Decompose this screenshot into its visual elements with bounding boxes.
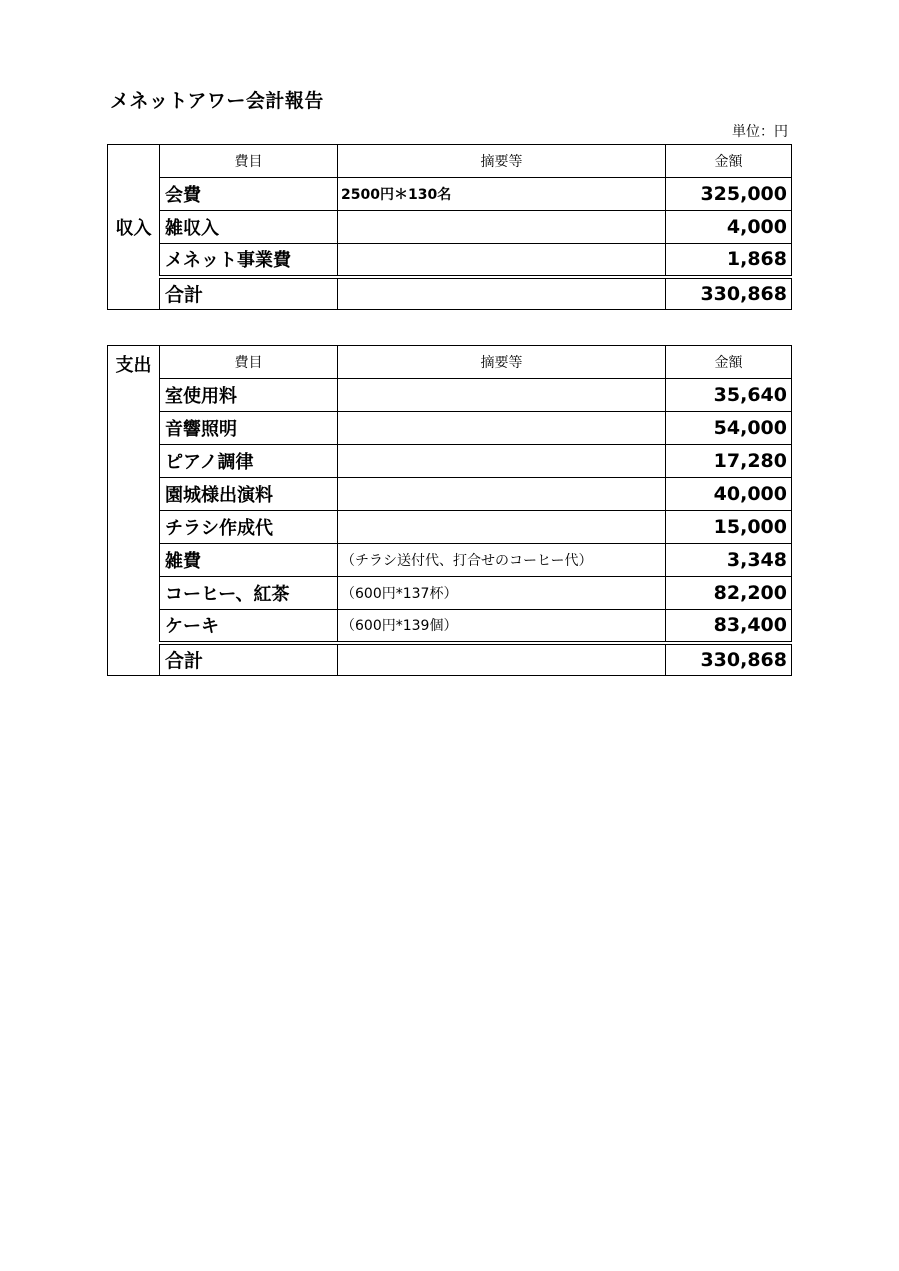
memo-cell: （600円*137杯） [338, 577, 666, 610]
memo-cell: 2500円＊130名 [338, 178, 666, 211]
memo-cell: （600円*139個） [338, 610, 666, 643]
amount-cell: 4,000 [666, 211, 792, 244]
table-row [108, 412, 792, 445]
header-item: 費目 [160, 145, 338, 178]
amount-cell: 17,280 [666, 445, 792, 478]
item-cell: メネット事業費 [160, 244, 338, 277]
header-amount: 金額 [666, 346, 792, 379]
memo-cell: （チラシ送付代、打合せのコーヒー代） [338, 544, 666, 577]
header-item: 費目 [160, 346, 338, 379]
expense-table [107, 345, 792, 676]
total-amount: 330,868 [666, 643, 792, 676]
expense-header-row [108, 346, 792, 379]
table-row [108, 211, 792, 244]
item-cell: 音響照明 [160, 412, 338, 445]
memo-cell [338, 379, 666, 412]
amount-cell: 82,200 [666, 577, 792, 610]
total-amount: 330,868 [666, 277, 792, 310]
memo-cell [338, 277, 666, 310]
income-total-row [108, 277, 792, 310]
table-row [108, 544, 792, 577]
amount-cell: 15,000 [666, 511, 792, 544]
header-amount: 金額 [666, 145, 792, 178]
item-cell: チラシ作成代 [160, 511, 338, 544]
memo-cell [338, 643, 666, 676]
item-cell: 室使用料 [160, 379, 338, 412]
amount-cell: 35,640 [666, 379, 792, 412]
amount-cell: 83,400 [666, 610, 792, 643]
table-row [108, 178, 792, 211]
income-header-row [108, 145, 792, 178]
total-label: 合計 [160, 643, 338, 676]
memo-cell [338, 412, 666, 445]
table-row [108, 379, 792, 412]
table-row [108, 445, 792, 478]
memo-cell [338, 478, 666, 511]
item-cell: ピアノ調律 [160, 445, 338, 478]
amount-cell: 325,000 [666, 178, 792, 211]
item-cell: ケーキ [160, 610, 338, 643]
memo-cell [338, 445, 666, 478]
income-section-label: 収入 [108, 145, 160, 310]
amount-cell: 1,868 [666, 244, 792, 277]
unit-label: 単位：円 [732, 124, 788, 140]
item-cell: コーヒー、紅茶 [160, 577, 338, 610]
income-table [107, 144, 792, 310]
item-cell: 雑費 [160, 544, 338, 577]
table-row [108, 610, 792, 643]
total-label: 合計 [160, 277, 338, 310]
table-row [108, 478, 792, 511]
item-cell: 園城様出演料 [160, 478, 338, 511]
table-row [108, 577, 792, 610]
amount-cell: 3,348 [666, 544, 792, 577]
amount-cell: 54,000 [666, 412, 792, 445]
header-memo: 摘要等 [338, 346, 666, 379]
amount-cell: 40,000 [666, 478, 792, 511]
table-row [108, 511, 792, 544]
table-row [108, 244, 792, 277]
item-cell: 雑収入 [160, 211, 338, 244]
item-cell: 会費 [160, 178, 338, 211]
memo-cell [338, 244, 666, 277]
expense-total-row [108, 643, 792, 676]
expense-section-label: 支出 [108, 346, 160, 676]
memo-cell [338, 211, 666, 244]
report-title: メネットアワー会計報告 [110, 90, 324, 112]
memo-cell [338, 511, 666, 544]
header-memo: 摘要等 [338, 145, 666, 178]
